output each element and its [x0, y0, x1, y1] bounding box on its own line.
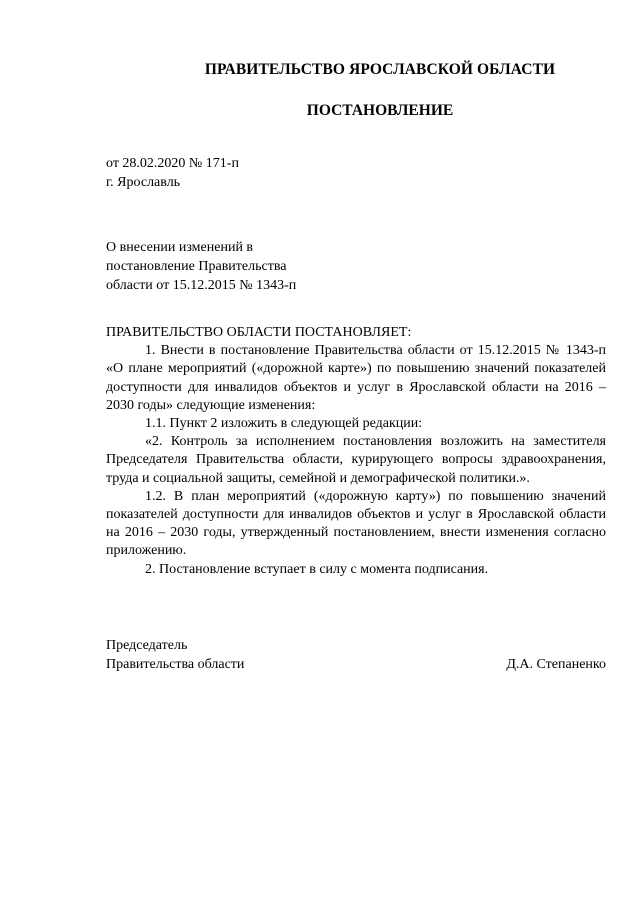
subject-line: постановление Правительства — [106, 259, 287, 274]
signer-position: Председатель — [106, 638, 188, 653]
subject-line: О внесении изменений в — [106, 240, 254, 255]
document-body — [106, 324, 606, 579]
government-title: ПРАВИТЕЛЬСТВО ЯРОСЛАВСКОЙ ОБЛАСТИ — [204, 61, 556, 78]
body-paragraph: «2. Контроль за исполнением постановления возложить на заместителя Председателя Правительства области, курирующего вопросы здравоохранения, труда и социальной защиты, семейной и демографической политики.». — [106, 434, 606, 486]
signature-block — [106, 636, 606, 674]
signer-position: Правительства области — [106, 657, 245, 672]
document-type: ПОСТАНОВЛЕНИЕ — [306, 102, 454, 119]
body-paragraph: 1.2. В план мероприятий («дорожную карту») по повышению значений показателей доступности для инвалидов объектов и услуг в Ярославской области на 2016 – 2030 годы, утвержденный постановлением, внести изменения согласно приложению. — [106, 488, 606, 559]
body-paragraph: 2. Постановление вступает в силу с момента подписания. — [145, 561, 489, 577]
date-number: от 28.02.2020 № 171-п — [106, 156, 239, 171]
body-paragraph: 1.1. Пункт 2 изложить в следующей редакции: — [145, 416, 423, 432]
body-paragraph: 1. Внести в постановление Правительства области от 15.12.2015 № 1343-п «О плане мероприятий («дорожной карте») по повышению значений показателей доступности для инвалидов объектов и услуг в Ярославской области на 2016 – 2030 годы» следующие изменения: — [106, 343, 606, 413]
subject-line: области от 15.12.2015 № 1343-п — [106, 278, 297, 293]
preamble: ПРАВИТЕЛЬСТВО ОБЛАСТИ ПОСТАНОВЛЯЕТ: — [106, 325, 412, 340]
document-meta — [106, 154, 239, 192]
city: г. Ярославль — [106, 175, 181, 190]
signer-name: Д.А. Степаненко — [506, 657, 606, 672]
signature-row — [106, 655, 606, 674]
document-subject — [106, 238, 346, 295]
